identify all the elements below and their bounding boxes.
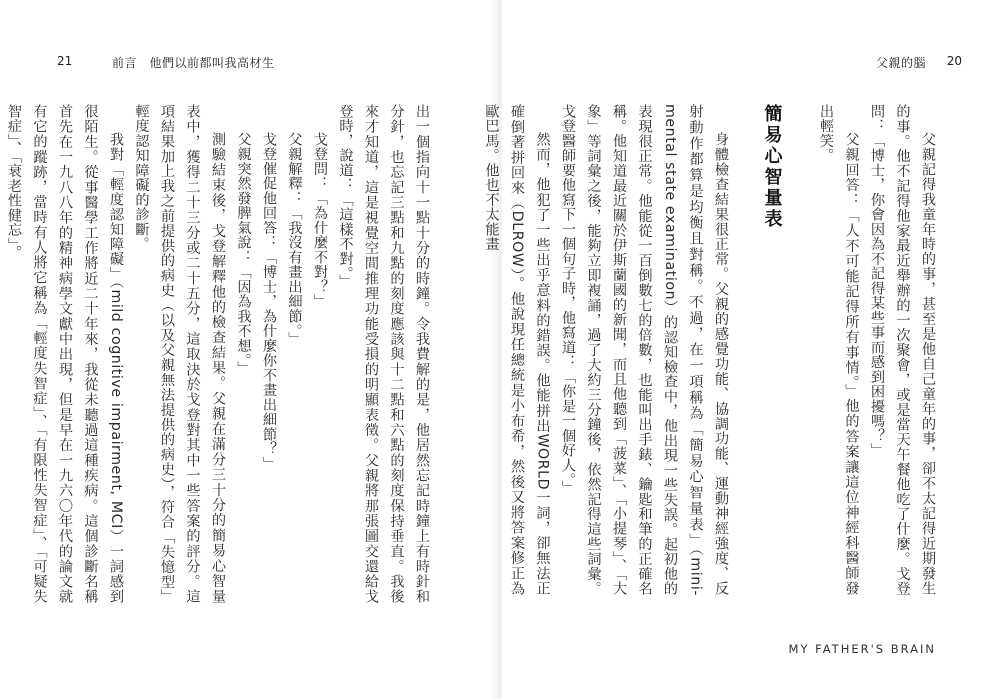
left-paragraph: 測驗結束後，戈登解釋他的檢查結果。父親在滿分三十分的簡易心智量表中，獲得二十三分或二十五分，這取決於戈登對其中一些答案的評分。這項結果加上我之前提供的病史（以及父親無法提供的病史），符合「失憶型」輕度認知障礙的診斷。: [133, 104, 226, 604]
right-paragraph: 身體檢查結果很正常。父親的感覺功能、協調功能、運動神經強度、反射動作都算是均衡且對稱。不過，在一項稱為「簡易心智量表」（mini-mental state examination）的認知檢查中，他出現一些失誤。起初他的表現很正常。他能從一百倒數七的倍數，也能叫出手錶、鑰匙和筆的正確名稱。他知道最近關於伊斯蘭國的新聞，而且他聽到「菠菜」、「小提琴」、「大象」等詞彙之後，能夠立即複誦，過了大約三分鐘後，依然記得這些詞彙。戈登醫師要他寫下一個句子時，他寫道：「你是一個好人。」: [560, 104, 729, 596]
section-heading: 簡易心智量表: [761, 104, 783, 230]
left-paragraph: 我對「輕度認知障礙」（mild cognitive impairment, MCI）一詞感到很陌生。從事醫學工作將近二十年來，我從未聽過這種疾病。這個診斷名稱首先在一九八八年的精神病學文獻中出現，但是早在一九六〇年代的論文就有它的蹤跡，當時有人將它稱為「輕度失智症」、「有限性失智症」、「可疑失智症」、「衰老性健忘」。: [6, 104, 124, 604]
left-page-number: 21: [57, 54, 73, 68]
left-paragraph: 父親解釋：「我沒有畫出細節。」: [286, 132, 303, 347]
right-page-number: 20: [946, 54, 962, 68]
right-body-text: [483, 104, 940, 596]
left-paragraph: 父親突然發脾氣說：「因為我不想。」: [235, 132, 252, 377]
left-paragraph: [0, 104, 1, 604]
left-paragraph: 戈登問：「為什麼不對？」: [312, 132, 328, 310]
right-paragraph: 父親記得我童年時的事，甚至是他自己童年的事，卻不太記得近期發生的事。他不記得他家最近舉辦的一次聚會，或是當天午餐他吃了什麼。戈登問：「博士，你會因為不記得某些事而感到困擾嗎？」: [869, 104, 936, 596]
right-running-header: 父親的腦: [875, 56, 926, 70]
left-body-text: [6, 104, 434, 604]
left-paragraph: 出一個指向十一點十分的時鐘。令我費解的是，他居然忘記時鐘上有時針和分針，也忘記三點和九點的刻度應該與十二點和六點的刻度保持垂直。我後來才知道，這是視覺空間推理功能受損的明顯表徵。父親將那張圖交還給戈登時，說道：「這樣不對。」: [337, 104, 430, 604]
right-footer-title: MY FATHER'S BRAIN: [788, 642, 936, 656]
left-page: [0, 0, 498, 699]
right-paragraph: 父親回答：「人不可能記得所有事情。」他的答案讓這位神經科醫師發出輕笑。: [818, 104, 860, 596]
left-running-header: 前言 他們以前都叫我高材生: [112, 56, 275, 70]
right-paragraph: 然而，他犯了一些出乎意料的錯誤。他能拼出WORLD一詞，卻無法正確倒著拼回來（DLROW）。他說現任總統是小布希，然後又將答案修正為歐巴馬。他也不太能畫: [483, 104, 551, 596]
left-paragraph: 戈登催促他回答：「博士，為什麼你不畫出細節？」: [261, 132, 277, 472]
